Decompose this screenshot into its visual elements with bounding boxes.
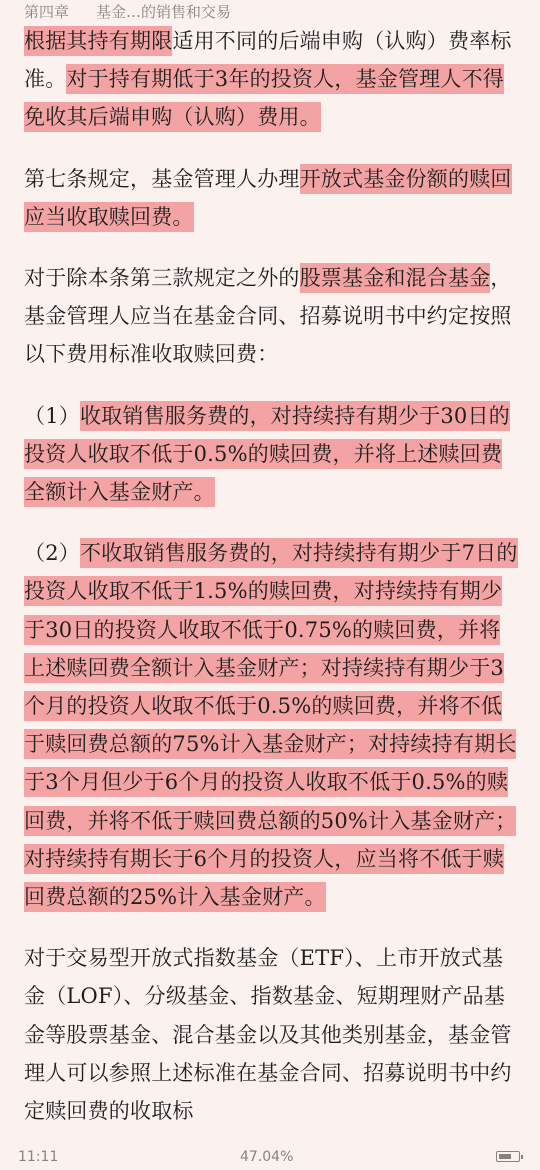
highlight-span[interactable]: 开放式基金份额的赎回应当收取赎回费。: [24, 164, 512, 232]
chapter-title: 第四章: [24, 3, 70, 21]
text-span: ，基金管理人应当在基金合同、招募说明书中约定按照以下费用标准收取赎回费：: [24, 266, 512, 367]
paragraph: [24, 397, 520, 512]
battery-icon: [496, 1151, 520, 1162]
paragraph: [24, 160, 520, 236]
highlight-span[interactable]: 根据其持有期限: [24, 26, 172, 56]
battery-level: [499, 1154, 512, 1159]
text-span: 对于除本条第三款规定之外的: [24, 266, 300, 291]
highlight-span[interactable]: 不收取销售服务费的，对持续持有期少于7日的投资人收取不低于1.5%的赎回费，对持续持有期少于30日的投资人收取不低于0.75%的赎回费，并将上述赎回费全额计入基金财产；对持续持有期少于3个月的投资人收取不低于0.5%的赎回费，并将不低于赎回费总额的75%计入基金财产；对持续持有期长于3个月但少于6个月的投资人收取不低于0.5%的赎回费，并将不低于赎回费总额的50%计入基金财产；对持续持有期长于6个月的投资人，应当将不低于赎回费总额的25%计入基金财产。: [24, 538, 518, 912]
paragraph: [24, 22, 520, 137]
reader-footer: [0, 1146, 540, 1170]
highlight-span[interactable]: 对于持有期低于3年的投资人，基金管理人不得免收其后端申购（认购）费用。: [24, 64, 504, 132]
text-span: （2）: [24, 541, 80, 566]
text-span: 适用不同的后端申购（认购）费率标准。: [24, 29, 512, 92]
clock-time: 11:11: [18, 1149, 59, 1165]
highlight-span[interactable]: 收取销售服务费的，对持续持有期少于30日的投资人收取不低于0.5%的赎回费，并将上述赎回费全额计入基金财产。: [24, 401, 510, 507]
highlight-span[interactable]: 股票基金和混合基金: [300, 263, 491, 293]
section-title: 基金…的销售和交易: [96, 3, 232, 21]
text-span: 对于交易型开放式指数基金（ETF）、上市开放式基金（LOF）、分级基金、指数基金、短期理财产品基金等股票基金、混合基金以及其他类别基金，基金管理人可以参照上述标准在基金合同、招募说明书中约定赎回费的收取标: [24, 946, 512, 1124]
text-span: 第七条规定，基金管理人办理: [24, 166, 300, 191]
reading-content[interactable]: [24, 22, 520, 1130]
text-span: （1）: [24, 403, 80, 428]
paragraph: [24, 534, 520, 916]
paragraph: [24, 939, 520, 1130]
reading-progress: 47.04%: [240, 1149, 294, 1165]
paragraph: [24, 259, 520, 374]
